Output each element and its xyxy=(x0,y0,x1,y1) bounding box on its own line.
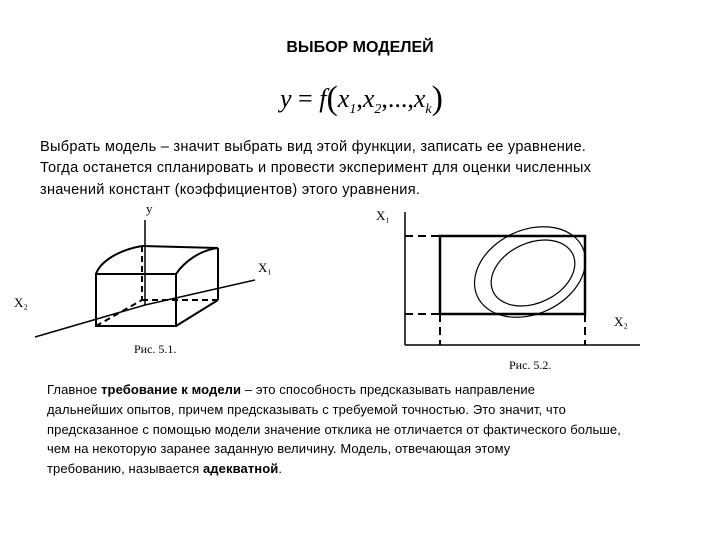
formula-xk-subscript: k xyxy=(425,102,432,118)
figure1-axis-x1-label: X₁ xyxy=(258,260,272,275)
figure2-caption: Рис. 5.2. xyxy=(509,358,552,372)
paragraph1-line2: Тогда останется спланировать и провести эксперимент для оценки численных xyxy=(40,160,592,176)
paragraph2-line3: предсказанное с помощью модели значение отклика не отличается от фактического больше, xyxy=(47,422,621,437)
paragraph2-line5 xyxy=(47,459,687,479)
paragraph2-line1-end: – это способность предсказывать направление xyxy=(241,382,536,397)
adequate-term: адекватной xyxy=(202,461,279,476)
formula-close-paren: ) xyxy=(431,80,443,117)
paragraph2-line4: чем на некоторую заранее заданную величину. Модель, отвечающая этому xyxy=(47,441,511,456)
formula-separator: , xyxy=(356,84,363,113)
paragraph2-line1-start: Главное xyxy=(47,382,102,397)
figure2-axis-x1-label: X₁ xyxy=(376,208,390,223)
figure1-axis-y-label: y xyxy=(146,201,153,216)
formula-ellipsis: ,..., xyxy=(381,84,414,113)
formula-x2: x xyxy=(362,84,375,113)
formula-function: f xyxy=(319,84,327,113)
paragraph1-line1: Выбрать модель – значит выбрать вид этой функции, записать ее уравнение. xyxy=(40,139,587,155)
formula-xk: x xyxy=(413,84,426,113)
formula-x2-subscript: 2 xyxy=(374,102,382,118)
formula-lhs: y xyxy=(280,84,292,113)
formula-x1-subscript: 1 xyxy=(349,102,357,118)
paragraph1-line3: значений констант (коэффициентов) этого уравнения. xyxy=(40,182,421,198)
page-title: ВЫБОР МОДЕЛЕЙ xyxy=(286,39,434,56)
paragraph2-line5-end: . xyxy=(278,461,283,476)
figure2-axis-x2-label: X₂ xyxy=(614,314,628,329)
formula-equals: = xyxy=(298,84,313,113)
paragraph2-line1 xyxy=(47,380,687,400)
formula-x1: x xyxy=(337,84,350,113)
requirement-term: требование к модели xyxy=(101,382,242,397)
formula-open-paren: ( xyxy=(326,80,338,117)
figure1-axis-x2-label: X₂ xyxy=(14,295,28,310)
paragraph2-line5-start: требованию, называется xyxy=(47,461,203,476)
figure1-caption: Рис. 5.1. xyxy=(134,342,177,356)
paragraph2-line2: дальнейших опытов, причем предсказывать с требуемой точностью. Это значит, что xyxy=(47,402,566,417)
